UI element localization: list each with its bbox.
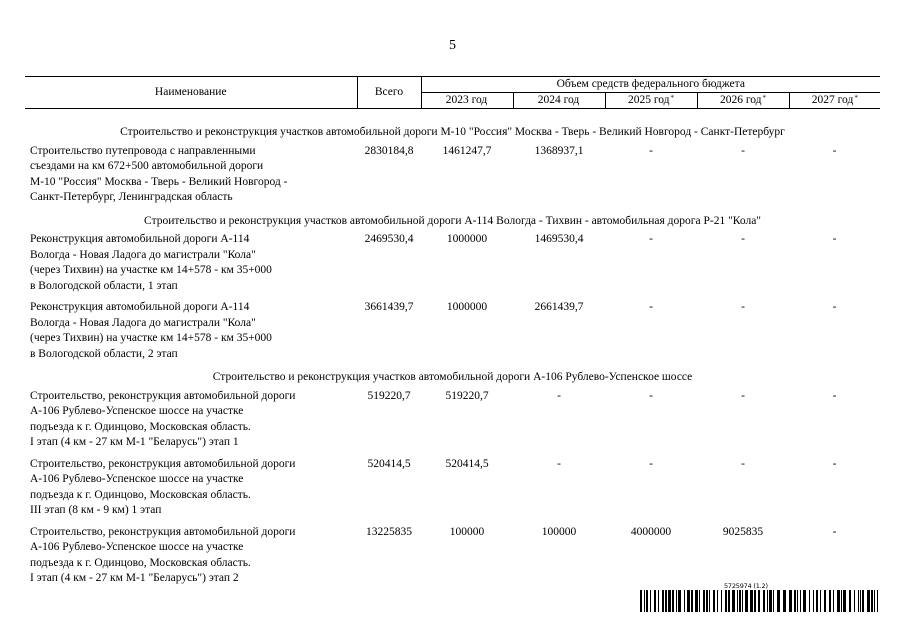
object-name-line: в Вологодской области, 2 этап: [30, 347, 178, 360]
object-name: [25, 144, 357, 212]
object-name-line: Строительство, реконструкция автомобильной дороги: [30, 525, 296, 538]
header-total: Всего: [357, 77, 421, 109]
year-value: -: [741, 457, 745, 470]
year-value: -: [832, 457, 837, 470]
header-year: 2025 год*: [605, 93, 697, 109]
object-name-line: Вологда - Новая Ладога до магистрали "Кола": [30, 248, 256, 261]
table-row: [25, 300, 880, 368]
section-title: Строительство и реконструкция участков автомобильной дороги А-114 Вологда - Тихвин - автомобильная дорога Р-21 "Кола": [144, 214, 761, 227]
section-row: [25, 368, 880, 389]
object-name-line: А-106 Рублево-Успенское шоссе на участке: [30, 473, 244, 485]
section-row: [25, 123, 880, 144]
barcode-label: 5725974 (1.2): [724, 582, 768, 590]
year-value: 100000: [541, 525, 577, 538]
object-name-line: А-106 Рублево-Успенское шоссе на участке: [30, 405, 244, 417]
year-value: 1000000: [446, 233, 488, 245]
year-value: 1461247,7: [442, 144, 492, 157]
year-value: -: [832, 233, 837, 245]
year-value: -: [832, 144, 837, 157]
budget-table: [25, 76, 880, 593]
year-value: 9025835: [722, 525, 764, 538]
table-row: [25, 457, 880, 525]
year-value: -: [649, 301, 653, 313]
object-name-line: (через Тихвин) на участке км 14+578 - км 35+000: [30, 264, 272, 276]
header-budget-group: Объем средств федерального бюджета: [421, 77, 880, 93]
total-value: 2469530,4: [364, 233, 414, 245]
year-value: 100000: [449, 525, 485, 538]
year-value: 4000000: [630, 525, 672, 538]
barcode-icon: [640, 590, 878, 612]
year-value: -: [557, 389, 561, 402]
year-value: -: [832, 301, 837, 313]
header-year: 2024 год: [513, 93, 605, 109]
object-name-line: Строительство путепровода с направленными: [30, 144, 256, 157]
total-value: 520414,5: [367, 457, 411, 470]
year-value: 2661439,7: [534, 301, 584, 313]
total-value: 13225835: [366, 525, 412, 538]
total-value: 3661439,7: [364, 301, 414, 313]
year-value: -: [741, 144, 745, 157]
year-value: -: [649, 233, 653, 245]
object-name-line: (через Тихвин) на участке км 14+578 - км 35+000: [30, 332, 272, 344]
header-year: 2023 год: [421, 93, 513, 109]
object-name-line: подъезда к г. Одинцово, Московская область.: [30, 420, 251, 433]
year-value: 1000000: [446, 301, 488, 313]
table-row: [25, 389, 880, 457]
year-value: -: [741, 301, 745, 313]
object-name: [25, 300, 357, 368]
header-spacer: [25, 109, 880, 124]
total-value: 519220,7: [367, 389, 411, 402]
year-value: -: [832, 525, 837, 538]
year-value: -: [741, 233, 745, 245]
object-name-line: М-10 "Россия" Москва - Тверь - Великий Новгород -: [30, 175, 288, 188]
object-name-line: А-106 Рублево-Успенское шоссе на участке: [30, 541, 244, 553]
year-value: -: [649, 457, 653, 470]
object-name-line: Строительство, реконструкция автомобильной дороги: [30, 389, 296, 402]
object-name-line: Реконструкция автомобильной дороги А-114: [30, 301, 250, 313]
year-value: -: [832, 389, 837, 402]
object-name: [25, 389, 357, 457]
year-value: 520414,5: [445, 457, 489, 470]
object-name-line: I этап (4 км - 27 км М-1 "Беларусь") этап 1: [30, 436, 239, 448]
header-name: Наименование: [25, 77, 357, 109]
year-value: -: [741, 389, 745, 402]
table-header: [25, 77, 880, 109]
section-title: Строительство и реконструкция участков автомобильной дороги М-10 "Россия" Москва - Тверь - Великий Новгород - Санкт-Петербург: [120, 126, 785, 138]
section-row: [25, 212, 880, 233]
section-title: Строительство и реконструкция участков автомобильной дороги А-106 Рублево-Успенское шоссе: [212, 371, 693, 383]
header-year: 2026 год*: [697, 93, 789, 109]
object-name-line: Вологда - Новая Ладога до магистрали "Кола": [30, 316, 256, 329]
object-name-line: I этап (4 км - 27 км М-1 "Беларусь") этап 2: [30, 572, 239, 584]
year-value: 1368937,1: [534, 144, 584, 157]
total-value: 2830184,8: [364, 144, 414, 157]
year-value: -: [649, 144, 653, 157]
object-name-line: подъезда к г. Одинцово, Московская область.: [30, 488, 251, 501]
page-number: 5: [449, 38, 456, 53]
table-row: [25, 232, 880, 300]
object-name-line: Реконструкция автомобильной дороги А-114: [30, 233, 250, 245]
header-year: 2027 год*: [789, 93, 880, 109]
object-name-line: подъезда к г. Одинцово, Московская область.: [30, 556, 251, 569]
year-value: -: [557, 457, 561, 470]
object-name-line: III этап (8 км - 9 км) 1 этап: [30, 504, 162, 516]
table-body: [25, 109, 880, 593]
table-row: [25, 144, 880, 212]
object-name-line: в Вологодской области, 1 этап: [30, 279, 178, 292]
object-name: [25, 525, 357, 593]
year-value: 1469530,4: [534, 233, 584, 245]
object-name-line: Строительство, реконструкция автомобильной дороги: [30, 457, 296, 470]
year-value: -: [649, 389, 653, 402]
object-name: [25, 457, 357, 525]
object-name-line: Санкт-Петербург, Ленинградская область: [30, 191, 233, 203]
object-name: [25, 232, 357, 300]
object-name-line: съездами на км 672+500 автомобильной дороги: [30, 160, 264, 172]
year-value: 519220,7: [445, 389, 489, 402]
